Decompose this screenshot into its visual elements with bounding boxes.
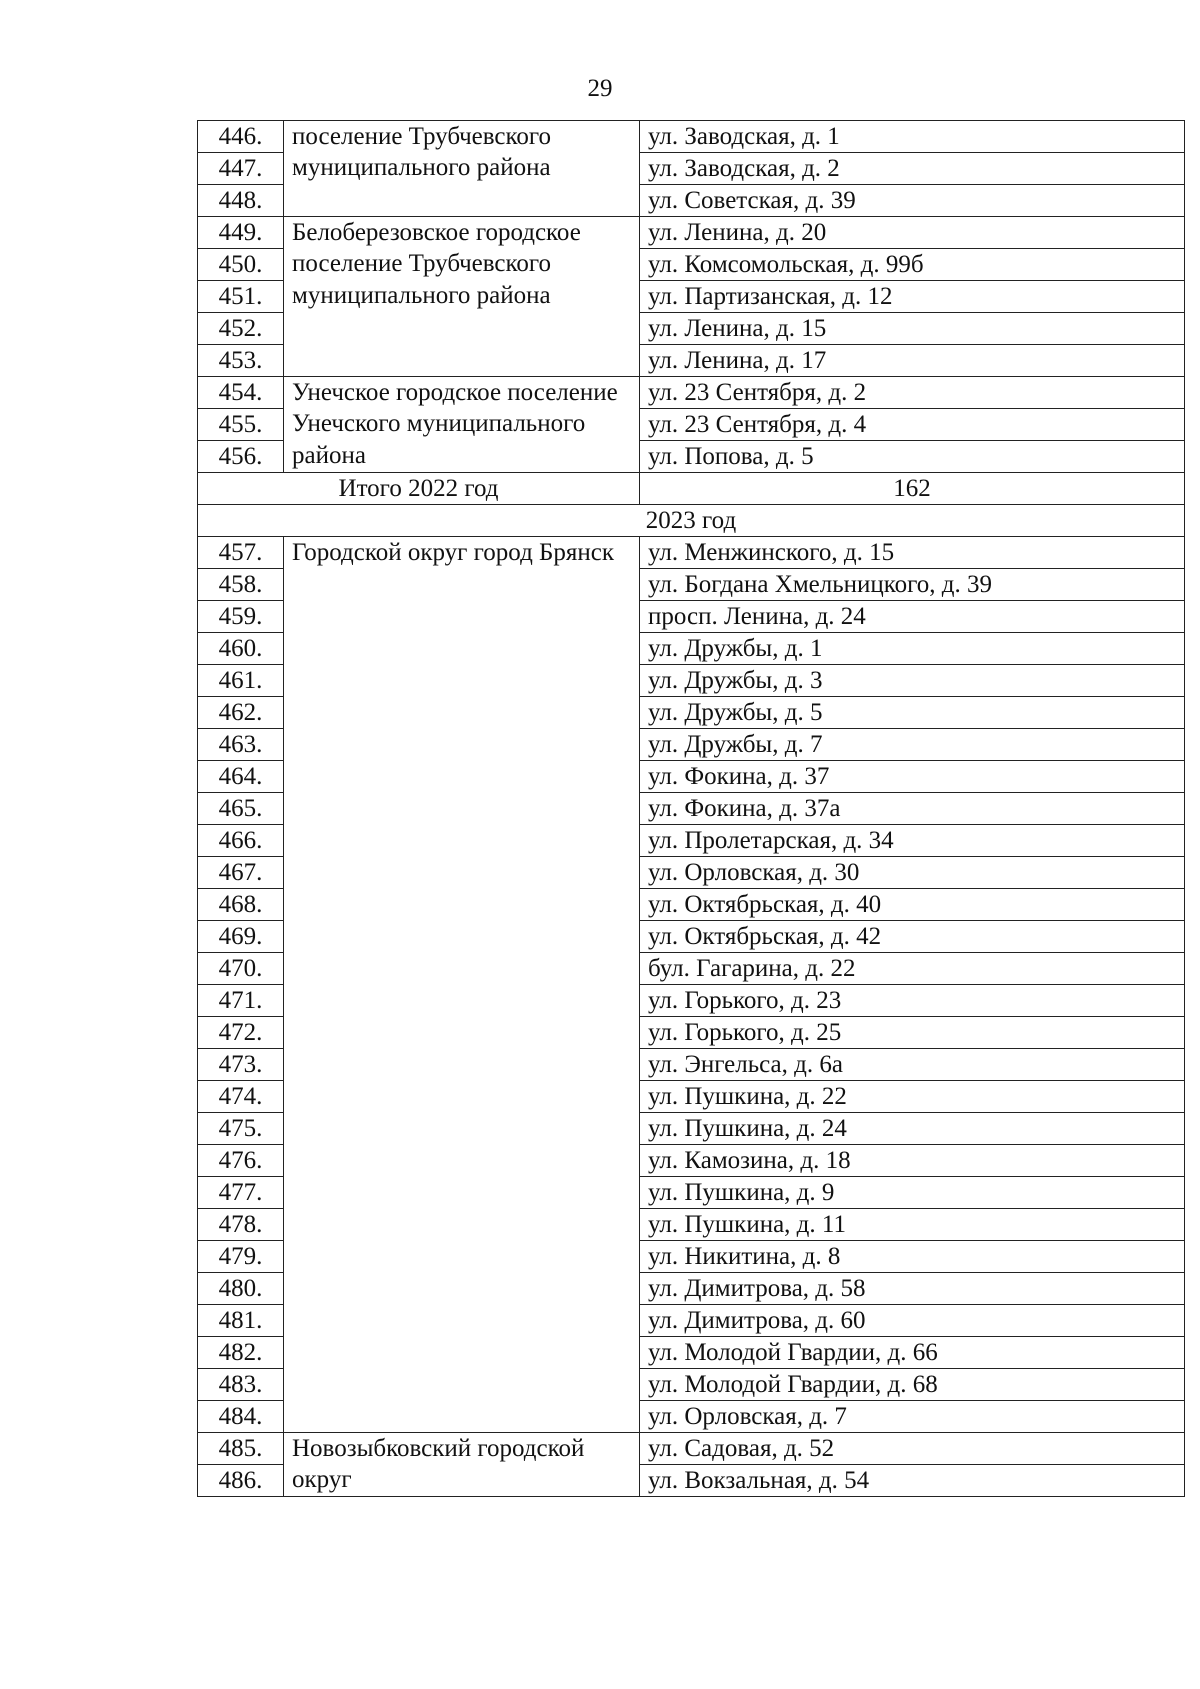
address: ул. 23 Сентября, д. 4	[640, 409, 1185, 441]
address: ул. Фокина, д. 37	[640, 761, 1185, 793]
row-number: 461.	[198, 665, 284, 697]
row-number: 454.	[198, 377, 284, 409]
address: ул. Димитрова, д. 58	[640, 1273, 1185, 1305]
address: ул. Попова, д. 5	[640, 441, 1185, 473]
address: ул. Пушкина, д. 9	[640, 1177, 1185, 1209]
address: ул. Никитина, д. 8	[640, 1241, 1185, 1273]
row-number: 447.	[198, 153, 284, 185]
row-number: 456.	[198, 441, 284, 473]
row-number: 468.	[198, 889, 284, 921]
row-number: 459.	[198, 601, 284, 633]
address: ул. Пушкина, д. 11	[640, 1209, 1185, 1241]
year-heading-row	[198, 505, 1185, 537]
table-row	[198, 1433, 1185, 1465]
address: ул. Дружбы, д. 5	[640, 697, 1185, 729]
year-heading: 2023 год	[198, 505, 1185, 537]
address: ул. Советская, д. 39	[640, 185, 1185, 217]
municipality-name: Новозыбковский городской округ	[284, 1433, 640, 1497]
address: ул. Ленина, д. 17	[640, 345, 1185, 377]
address: ул. Октябрьская, д. 40	[640, 889, 1185, 921]
row-number: 478.	[198, 1209, 284, 1241]
address: ул. Орловская, д. 30	[640, 857, 1185, 889]
table-row	[198, 121, 1185, 153]
table-row	[198, 537, 1185, 569]
address: ул. Пушкина, д. 22	[640, 1081, 1185, 1113]
row-number: 458.	[198, 569, 284, 601]
row-number: 464.	[198, 761, 284, 793]
municipality-name: Городской округ город Брянск	[284, 537, 640, 1433]
address: ул. Богдана Хмельницкого, д. 39	[640, 569, 1185, 601]
address: ул. Энгельса, д. 6а	[640, 1049, 1185, 1081]
address: ул. Орловская, д. 7	[640, 1401, 1185, 1433]
address: ул. Пролетарская, д. 34	[640, 825, 1185, 857]
municipality-name: поселение Трубчевского муниципального района	[284, 121, 640, 217]
row-number: 463.	[198, 729, 284, 761]
row-number: 462.	[198, 697, 284, 729]
row-number: 481.	[198, 1305, 284, 1337]
address: ул. Дружбы, д. 3	[640, 665, 1185, 697]
row-number: 474.	[198, 1081, 284, 1113]
address: ул. Заводская, д. 2	[640, 153, 1185, 185]
address: ул. Молодой Гвардии, д. 66	[640, 1337, 1185, 1369]
row-number: 466.	[198, 825, 284, 857]
address: ул. Дружбы, д. 7	[640, 729, 1185, 761]
row-number: 460.	[198, 633, 284, 665]
address: просп. Ленина, д. 24	[640, 601, 1185, 633]
address: ул. Горького, д. 23	[640, 985, 1185, 1017]
row-number: 480.	[198, 1273, 284, 1305]
row-number: 484.	[198, 1401, 284, 1433]
row-number: 455.	[198, 409, 284, 441]
address: ул. Комсомольская, д. 99б	[640, 249, 1185, 281]
row-number: 471.	[198, 985, 284, 1017]
address: ул. Октябрьская, д. 42	[640, 921, 1185, 953]
address: ул. 23 Сентября, д. 2	[640, 377, 1185, 409]
row-number: 472.	[198, 1017, 284, 1049]
row-number: 470.	[198, 953, 284, 985]
address: ул. Садовая, д. 52	[640, 1433, 1185, 1465]
address: ул. Вокзальная, д. 54	[640, 1465, 1185, 1497]
address: ул. Партизанская, д. 12	[640, 281, 1185, 313]
address: ул. Ленина, д. 20	[640, 217, 1185, 249]
address: ул. Горького, д. 25	[640, 1017, 1185, 1049]
address-table-body	[198, 121, 1185, 1497]
address: ул. Молодой Гвардии, д. 68	[640, 1369, 1185, 1401]
page-number: 29	[587, 75, 613, 102]
address: ул. Пушкина, д. 24	[640, 1113, 1185, 1145]
address: ул. Ленина, д. 15	[640, 313, 1185, 345]
table-row	[198, 377, 1185, 409]
address: бул. Гагарина, д. 22	[640, 953, 1185, 985]
row-number: 485.	[198, 1433, 284, 1465]
table-row	[198, 217, 1185, 249]
address: ул. Заводская, д. 1	[640, 121, 1185, 153]
address: ул. Дружбы, д. 1	[640, 633, 1185, 665]
row-number: 457.	[198, 537, 284, 569]
row-number: 467.	[198, 857, 284, 889]
row-number: 452.	[198, 313, 284, 345]
row-number: 453.	[198, 345, 284, 377]
address: ул. Менжинского, д. 15	[640, 537, 1185, 569]
row-number: 477.	[198, 1177, 284, 1209]
row-number: 449.	[198, 217, 284, 249]
row-number: 448.	[198, 185, 284, 217]
row-number: 475.	[198, 1113, 284, 1145]
address: ул. Димитрова, д. 60	[640, 1305, 1185, 1337]
address: ул. Фокина, д. 37а	[640, 793, 1185, 825]
row-number: 476.	[198, 1145, 284, 1177]
total-label: Итого 2022 год	[198, 473, 640, 505]
row-number: 469.	[198, 921, 284, 953]
address: ул. Камозина, д. 18	[640, 1145, 1185, 1177]
row-number: 450.	[198, 249, 284, 281]
municipality-name: Белоберезовское городское поселение Трубчевского муниципального района	[284, 217, 640, 377]
row-number: 482.	[198, 1337, 284, 1369]
total-value: 162	[640, 473, 1185, 505]
total-row	[198, 473, 1185, 505]
municipality-name: Унечское городское поселение Унечского муниципального района	[284, 377, 640, 473]
address-table	[197, 120, 1184, 1497]
row-number: 451.	[198, 281, 284, 313]
row-number: 486.	[198, 1465, 284, 1497]
row-number: 465.	[198, 793, 284, 825]
row-number: 483.	[198, 1369, 284, 1401]
row-number: 473.	[198, 1049, 284, 1081]
row-number: 446.	[198, 121, 284, 153]
row-number: 479.	[198, 1241, 284, 1273]
